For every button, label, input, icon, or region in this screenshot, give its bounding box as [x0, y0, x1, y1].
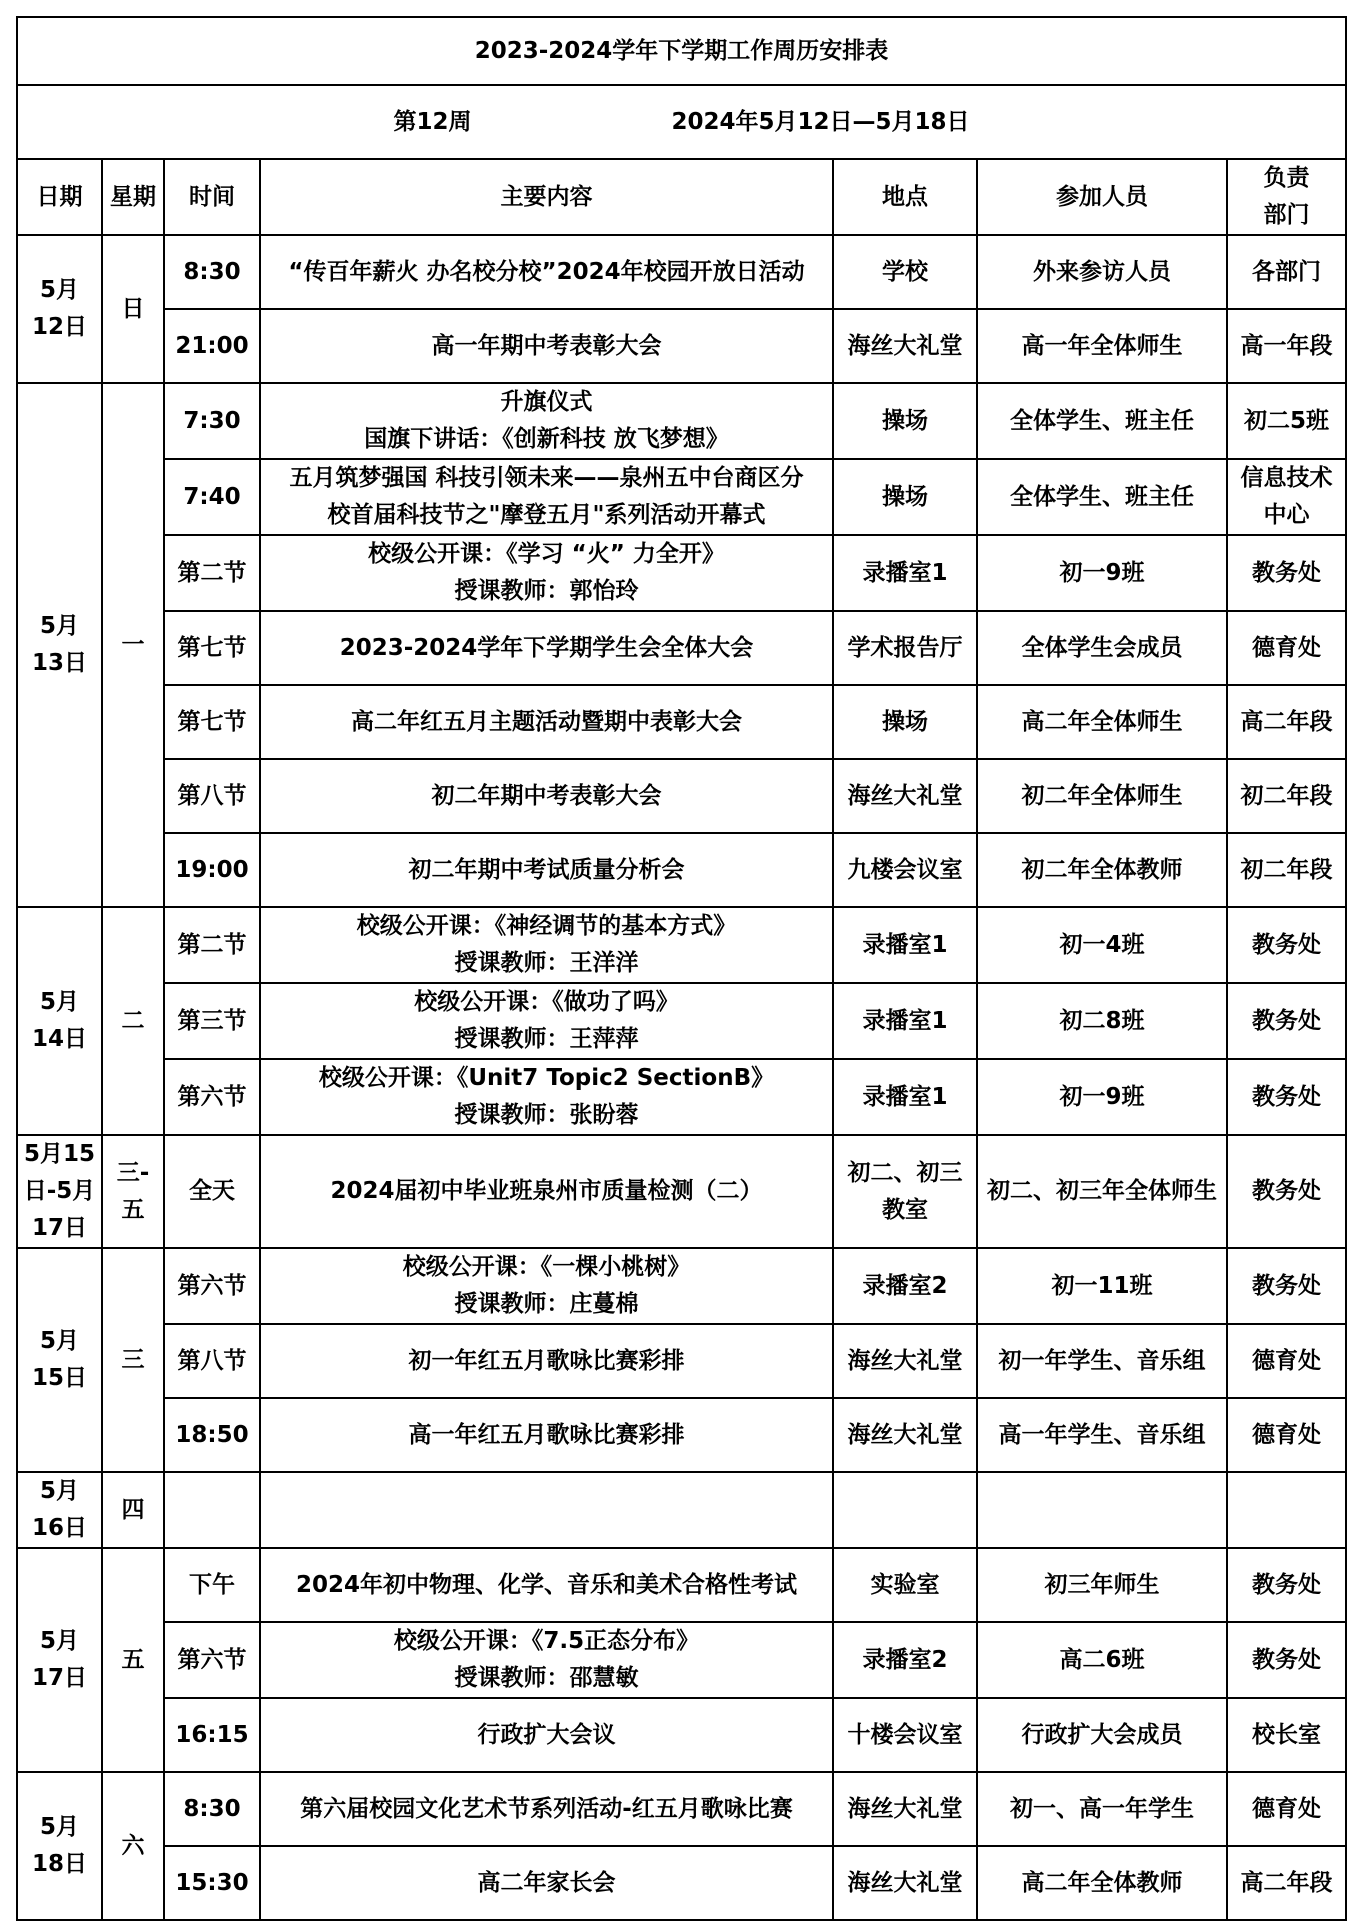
- weekday-line: 六: [121, 1832, 145, 1859]
- dept-cell: [1227, 611, 1346, 685]
- header-weekday: 星期: [102, 159, 164, 235]
- content-cell: [260, 1135, 833, 1248]
- people-cell: 全体学生、班主任: [977, 383, 1227, 459]
- table-row: [17, 309, 1346, 383]
- time-cell: 18:50: [164, 1398, 260, 1472]
- time-cell: 第三节: [164, 983, 260, 1059]
- date-line: 5月: [39, 1628, 79, 1654]
- weekday-line: 三: [121, 1346, 145, 1373]
- weekday-line: 三-: [116, 1159, 150, 1186]
- content-line: 高一年期中考表彰大会: [431, 332, 662, 359]
- place-line: 操场: [882, 407, 928, 434]
- time-cell: 7:40: [164, 459, 260, 535]
- dept-cell: [1227, 1622, 1346, 1698]
- table-row: [17, 383, 1346, 459]
- dept-line: 教务处: [1252, 1083, 1321, 1110]
- time-cell: 7:30: [164, 383, 260, 459]
- content-cell: [260, 1622, 833, 1698]
- weekday-cell: [102, 383, 164, 907]
- time-cell: 15:30: [164, 1846, 260, 1920]
- dept-cell: [1227, 1135, 1346, 1248]
- content-cell: [260, 383, 833, 459]
- people-cell: 高二6班: [977, 1622, 1227, 1698]
- week-info: [17, 85, 1346, 159]
- dept-cell: [1227, 1398, 1346, 1472]
- content-cell: [260, 1059, 833, 1135]
- place-line: 海丝大礼堂: [847, 782, 963, 809]
- dept-line: 德育处: [1252, 1795, 1321, 1822]
- place-cell: [833, 1135, 977, 1248]
- content-cell: [260, 1248, 833, 1324]
- place-line: 操场: [882, 483, 928, 510]
- time-cell: 第六节: [164, 1622, 260, 1698]
- time-cell: 21:00: [164, 309, 260, 383]
- schedule-table: [16, 16, 1347, 1921]
- people-cell: 初二年全体师生: [977, 759, 1227, 833]
- dept-line: 初二年段: [1240, 856, 1333, 883]
- place-line: 学校: [882, 258, 928, 285]
- dept-line: 初二5班: [1244, 407, 1330, 434]
- weekday-line: 五: [121, 1646, 145, 1673]
- dept-cell: [1227, 1698, 1346, 1772]
- time-cell: 下午: [164, 1548, 260, 1622]
- content-cell: [260, 1324, 833, 1398]
- content-cell: [260, 1398, 833, 1472]
- table-row: [17, 1772, 1346, 1846]
- place-line: 录播室1: [862, 1083, 948, 1110]
- place-cell: [833, 1548, 977, 1622]
- people-cell: 初二8班: [977, 983, 1227, 1059]
- table-row: [17, 1548, 1346, 1622]
- header-people: 参加人员: [977, 159, 1227, 235]
- week-number: 第12周: [393, 108, 472, 135]
- dept-line: 校长室: [1252, 1721, 1321, 1748]
- content-cell: [260, 611, 833, 685]
- place-cell: [833, 907, 977, 983]
- date-cell: [17, 1472, 102, 1548]
- time-cell: 8:30: [164, 1772, 260, 1846]
- people-cell: 高二年全体教师: [977, 1846, 1227, 1920]
- place-line: 教室: [882, 1196, 928, 1223]
- date-line: 5月: [39, 613, 79, 639]
- dept-line: 初二年段: [1240, 782, 1333, 809]
- people-cell: 初一4班: [977, 907, 1227, 983]
- table-row: [17, 235, 1346, 309]
- header-date: 日期: [17, 159, 102, 235]
- dept-cell: [1227, 907, 1346, 983]
- people-cell: 初一11班: [977, 1248, 1227, 1324]
- weekday-cell: [102, 1248, 164, 1472]
- table-row: [17, 907, 1346, 983]
- people-cell: 高一年全体师生: [977, 309, 1227, 383]
- content-line: 授课教师：郭怡玲: [454, 578, 639, 604]
- people-cell: 高一年学生、音乐组: [977, 1398, 1227, 1472]
- place-cell: [833, 535, 977, 611]
- people-cell: 初一9班: [977, 535, 1227, 611]
- dept-line: 各部门: [1252, 258, 1321, 285]
- table-row: [17, 1622, 1346, 1698]
- dept-cell: [1227, 685, 1346, 759]
- content-line: 校级公开课：《一棵小桃树》: [402, 1254, 691, 1280]
- place-cell: [833, 1622, 977, 1698]
- content-cell: [260, 309, 833, 383]
- content-cell: [260, 1846, 833, 1920]
- date-cell: [17, 383, 102, 907]
- content-line: 校级公开课：《7.5正态分布》: [393, 1628, 700, 1654]
- people-cell: 初二、初三年全体师生: [977, 1135, 1227, 1248]
- table-row: [17, 1698, 1346, 1772]
- date-line: 13日: [31, 650, 87, 676]
- dept-cell: [1227, 1772, 1346, 1846]
- weekday-line: 日: [121, 295, 145, 322]
- date-line: 5月: [39, 1814, 79, 1840]
- table-row: [17, 983, 1346, 1059]
- content-cell: [260, 459, 833, 535]
- content-line: 2024年初中物理、化学、音乐和美术合格性考试: [295, 1571, 797, 1598]
- dept-cell: [1227, 309, 1346, 383]
- date-line: 17日: [31, 1665, 87, 1691]
- header-dept: [1227, 159, 1346, 235]
- dept-cell: [1227, 235, 1346, 309]
- dept-cell: [1227, 833, 1346, 907]
- table-row: [17, 759, 1346, 833]
- table-row: [17, 535, 1346, 611]
- date-cell: [17, 907, 102, 1135]
- content-cell: [260, 833, 833, 907]
- people-cell: 初二年全体教师: [977, 833, 1227, 907]
- dept-line: 德育处: [1252, 1347, 1321, 1374]
- content-cell: [260, 1548, 833, 1622]
- content-line: 2024届初中毕业班泉州市质量检测（二）: [330, 1178, 763, 1204]
- time-cell: 16:15: [164, 1698, 260, 1772]
- people-cell: 全体学生、班主任: [977, 459, 1227, 535]
- place-line: 学术报告厅: [847, 634, 963, 661]
- date-line: 12日: [31, 314, 87, 340]
- time-cell: 19:00: [164, 833, 260, 907]
- people-cell: 初三年师生: [977, 1548, 1227, 1622]
- place-cell: [833, 611, 977, 685]
- table-row: [17, 833, 1346, 907]
- place-line: 九楼会议室: [847, 856, 963, 883]
- place-cell: [833, 983, 977, 1059]
- table-row: [17, 1398, 1346, 1472]
- table-row: [17, 1472, 1346, 1548]
- dept-line: 德育处: [1252, 1421, 1321, 1448]
- header-dept-line: 负责: [1263, 165, 1310, 191]
- place-cell: [833, 309, 977, 383]
- place-line: 海丝大礼堂: [847, 1869, 963, 1896]
- content-line: 高一年红五月歌咏比赛彩排: [408, 1421, 685, 1448]
- dept-line: 德育处: [1252, 634, 1321, 661]
- dept-line: 教务处: [1252, 1646, 1321, 1673]
- date-line: 5月: [39, 277, 79, 303]
- content-cell: [260, 1698, 833, 1772]
- place-cell: [833, 383, 977, 459]
- weekday-cell: [102, 907, 164, 1135]
- place-line: 录播室1: [862, 931, 948, 958]
- date-line: 5月: [39, 1478, 79, 1504]
- place-cell: [833, 459, 977, 535]
- content-line: 授课教师：王萍萍: [454, 1026, 639, 1052]
- dept-line: 教务处: [1252, 1571, 1321, 1598]
- dept-cell: [1227, 1248, 1346, 1324]
- weekday-cell: [102, 1135, 164, 1248]
- place-cell: [833, 685, 977, 759]
- content-line: 高二年家长会: [477, 1869, 616, 1896]
- content-line: 2023-2024学年下学期学生会全体大会: [339, 634, 754, 661]
- place-cell: [833, 1059, 977, 1135]
- place-line: 录播室1: [862, 559, 948, 586]
- date-line: 5月: [39, 989, 79, 1015]
- weekday-cell: [102, 235, 164, 383]
- time-cell: 第二节: [164, 535, 260, 611]
- dept-line: 教务处: [1252, 1007, 1321, 1034]
- place-cell: [833, 1472, 977, 1548]
- weekday-line: 二: [121, 1007, 145, 1034]
- place-line: 海丝大礼堂: [847, 1421, 963, 1448]
- date-line: 18日: [31, 1851, 87, 1877]
- header-dept-line: 部门: [1263, 202, 1310, 228]
- time-cell: 第七节: [164, 611, 260, 685]
- content-line: 授课教师：邵慧敏: [454, 1665, 639, 1691]
- dept-line: 教务处: [1252, 559, 1321, 586]
- weekday-line: 一: [121, 631, 145, 658]
- time-cell: 第八节: [164, 1324, 260, 1398]
- place-cell: [833, 1772, 977, 1846]
- place-line: 十楼会议室: [847, 1721, 963, 1748]
- time-cell: 第六节: [164, 1248, 260, 1324]
- place-line: 海丝大礼堂: [847, 332, 963, 359]
- place-line: 海丝大礼堂: [847, 1795, 963, 1822]
- dept-line: 中心: [1263, 502, 1310, 528]
- content-cell: [260, 1472, 833, 1548]
- dept-line: 高一年段: [1240, 332, 1333, 359]
- weekday-line: 五: [121, 1196, 145, 1223]
- date-cell: [17, 1248, 102, 1472]
- content-cell: [260, 535, 833, 611]
- dept-cell: [1227, 1059, 1346, 1135]
- place-line: 初二、初三: [847, 1159, 963, 1186]
- content-cell: [260, 1772, 833, 1846]
- dept-cell: [1227, 459, 1346, 535]
- table-row: [17, 685, 1346, 759]
- time-cell: 全天: [164, 1135, 260, 1248]
- header-time: 时间: [164, 159, 260, 235]
- content-cell: [260, 235, 833, 309]
- date-cell: [17, 1772, 102, 1920]
- content-line: 行政扩大会议: [477, 1721, 616, 1748]
- dept-cell: [1227, 1472, 1346, 1548]
- weekday-cell: [102, 1472, 164, 1548]
- place-cell: [833, 1398, 977, 1472]
- time-cell: 8:30: [164, 235, 260, 309]
- place-cell: [833, 1248, 977, 1324]
- content-line: 国旗下讲话：《创新科技 放飞梦想》: [364, 426, 729, 452]
- place-cell: [833, 1698, 977, 1772]
- content-cell: [260, 983, 833, 1059]
- time-cell: 第七节: [164, 685, 260, 759]
- dept-line: 教务处: [1252, 1272, 1321, 1299]
- date-line: 17日: [31, 1215, 87, 1241]
- date-line: 5月15: [23, 1141, 95, 1167]
- place-line: 录播室1: [862, 1007, 948, 1034]
- dept-cell: [1227, 983, 1346, 1059]
- table-row: [17, 1248, 1346, 1324]
- time-cell: 第六节: [164, 1059, 260, 1135]
- people-cell: 行政扩大会成员: [977, 1698, 1227, 1772]
- content-line: 五月筑梦强国 科技引领未来——泉州五中台商区分: [289, 465, 804, 491]
- date-line: 16日: [31, 1515, 87, 1541]
- page-title: 2023-2024学年下学期工作周历安排表: [17, 17, 1346, 85]
- date-line: 15日: [31, 1365, 87, 1391]
- table-row: [17, 1846, 1346, 1920]
- dept-line: 教务处: [1252, 931, 1321, 958]
- date-line: 14日: [31, 1026, 87, 1052]
- content-line: 校级公开课：《学习 “火” 力全开》: [368, 541, 725, 567]
- place-cell: [833, 1324, 977, 1398]
- people-cell: 高二年全体师生: [977, 685, 1227, 759]
- date-line: 5月: [39, 1328, 79, 1354]
- people-cell: 初一9班: [977, 1059, 1227, 1135]
- table-row: [17, 611, 1346, 685]
- content-cell: [260, 685, 833, 759]
- content-line: 校级公开课：《做功了吗》: [414, 989, 679, 1015]
- table-row: [17, 1135, 1346, 1248]
- place-line: 操场: [882, 708, 928, 735]
- dept-cell: [1227, 1846, 1346, 1920]
- table-row: [17, 1059, 1346, 1135]
- content-line: 初二年期中考表彰大会: [431, 782, 662, 809]
- header-row: [17, 159, 1346, 235]
- date-cell: [17, 1548, 102, 1772]
- week-row: [17, 85, 1346, 159]
- content-cell: [260, 907, 833, 983]
- dept-line: 教务处: [1252, 1178, 1321, 1204]
- place-cell: [833, 833, 977, 907]
- content-line: 校级公开课：《Unit7 Topic2 SectionB》: [318, 1065, 775, 1091]
- table-row: [17, 1324, 1346, 1398]
- content-cell: [260, 759, 833, 833]
- content-line: 初二年期中考试质量分析会: [408, 856, 685, 883]
- content-line: 授课教师：王洋洋: [454, 950, 639, 976]
- people-cell: 外来参访人员: [977, 235, 1227, 309]
- date-line: 日-5月: [23, 1178, 96, 1204]
- time-cell: 第二节: [164, 907, 260, 983]
- content-line: 校首届科技节之"摩登五月"系列活动开幕式: [327, 502, 766, 528]
- dept-cell: [1227, 759, 1346, 833]
- week-date-range: 2024年5月12日—5月18日: [671, 108, 970, 135]
- content-line: 第六届校园文化艺术节系列活动-红五月歌咏比赛: [300, 1795, 793, 1822]
- dept-cell: [1227, 535, 1346, 611]
- people-cell: 初一年学生、音乐组: [977, 1324, 1227, 1398]
- weekday-line: 四: [121, 1496, 145, 1523]
- table-row: [17, 459, 1346, 535]
- place-line: 录播室2: [862, 1646, 948, 1673]
- people-cell: 初一、高一年学生: [977, 1772, 1227, 1846]
- content-line: “传百年薪火 办名校分校”2024年校园开放日活动: [288, 258, 805, 285]
- dept-line: 信息技术: [1240, 465, 1333, 491]
- content-line: 校级公开课：《神经调节的基本方式》: [356, 913, 737, 939]
- date-cell: [17, 1135, 102, 1248]
- date-cell: [17, 235, 102, 383]
- people-cell: [977, 1472, 1227, 1548]
- place-line: 实验室: [870, 1571, 940, 1598]
- content-line: 升旗仪式: [500, 389, 593, 415]
- weekday-cell: [102, 1548, 164, 1772]
- dept-line: 高二年段: [1240, 708, 1333, 735]
- people-cell: 全体学生会成员: [977, 611, 1227, 685]
- place-cell: [833, 1846, 977, 1920]
- place-cell: [833, 759, 977, 833]
- header-place: 地点: [833, 159, 977, 235]
- place-cell: [833, 235, 977, 309]
- content-line: 授课教师：张盼蓉: [454, 1102, 639, 1128]
- title-row: [17, 17, 1346, 85]
- content-line: 高二年红五月主题活动暨期中表彰大会: [351, 708, 742, 735]
- content-line: 初一年红五月歌咏比赛彩排: [408, 1347, 685, 1374]
- dept-line: 高二年段: [1240, 1869, 1333, 1896]
- time-cell: 第八节: [164, 759, 260, 833]
- content-line: 授课教师：庄蔓棉: [454, 1291, 639, 1317]
- dept-cell: [1227, 383, 1346, 459]
- time-cell: [164, 1472, 260, 1548]
- weekday-cell: [102, 1772, 164, 1920]
- place-line: 录播室2: [862, 1272, 948, 1299]
- dept-cell: [1227, 1324, 1346, 1398]
- place-line: 海丝大礼堂: [847, 1347, 963, 1374]
- dept-cell: [1227, 1548, 1346, 1622]
- header-content: 主要内容: [260, 159, 833, 235]
